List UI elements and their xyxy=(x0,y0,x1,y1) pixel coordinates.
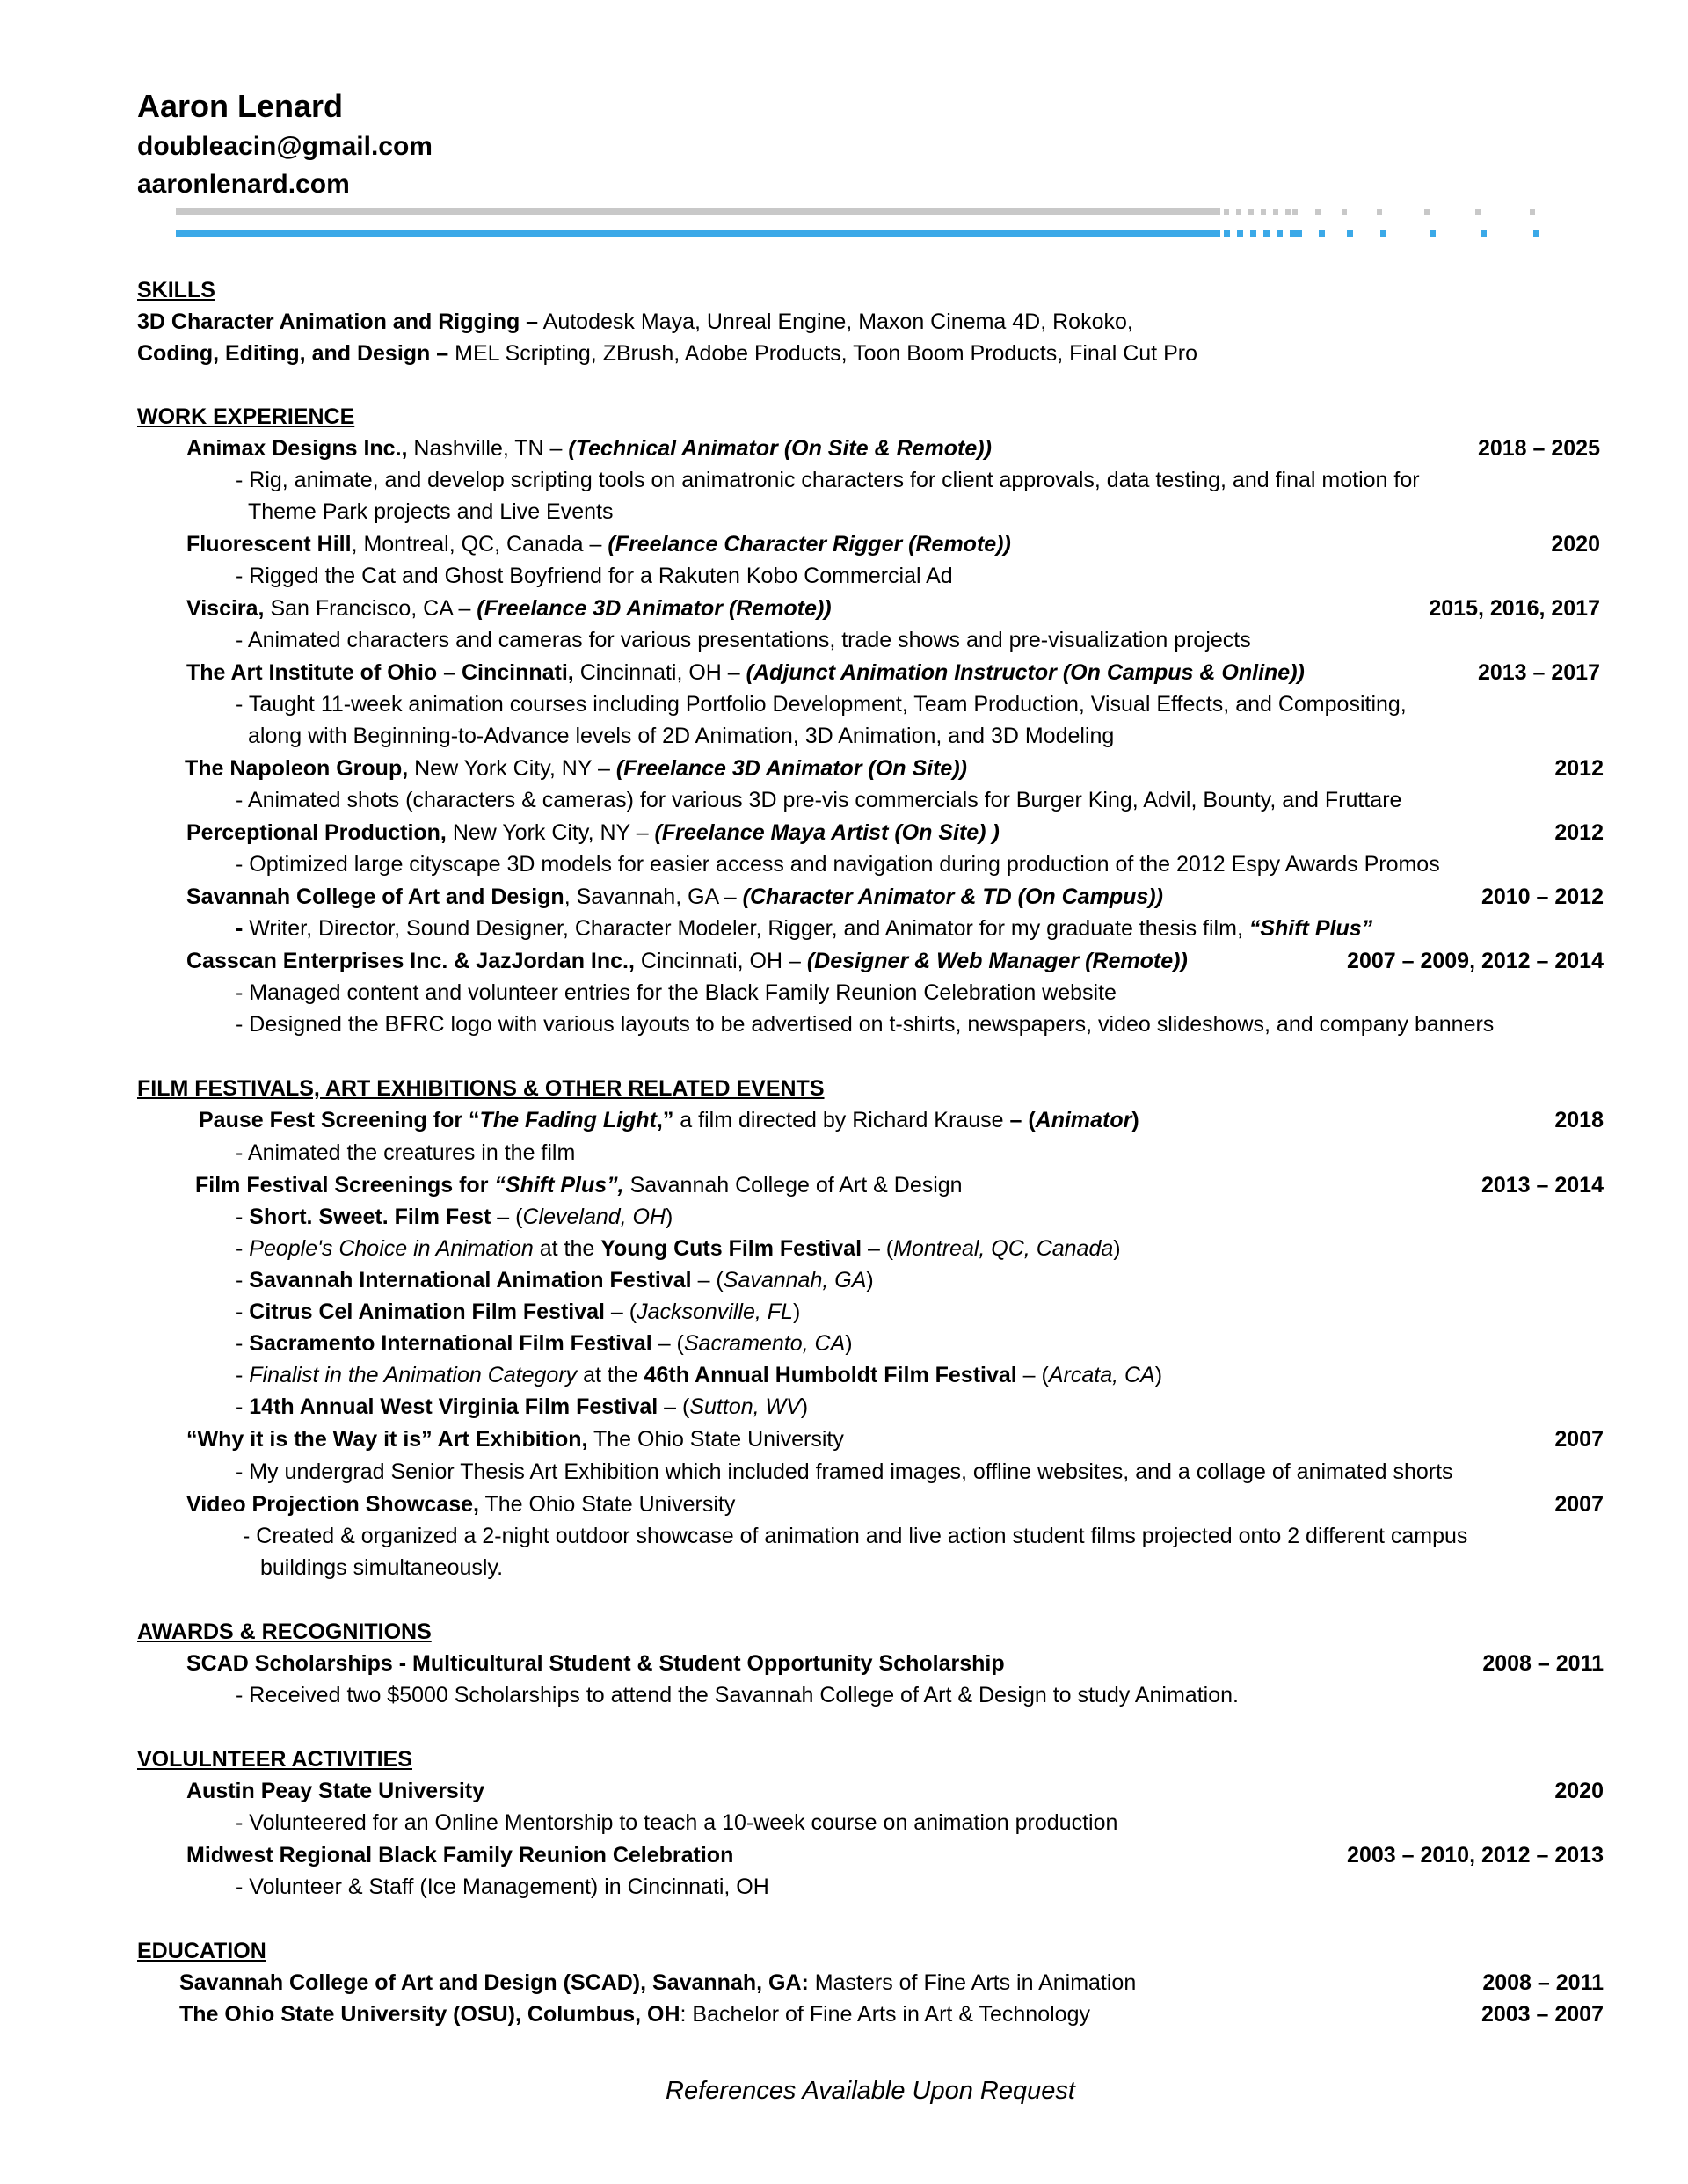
bullet-dash: - xyxy=(236,1394,250,1419)
festivals-heading: FILM FESTIVALS, ART EXHIBITIONS & OTHER RELATED EVENTS xyxy=(137,1076,825,1101)
bullet-dash: - xyxy=(236,1331,250,1356)
job-company: The Art Institute of Ohio – Cincinnati, xyxy=(186,660,574,685)
volunteer-org: Midwest Regional Black Family Reunion Celebration xyxy=(186,1843,734,1867)
bullet-sep: ) xyxy=(1113,1236,1121,1261)
bullet-sep: ) xyxy=(866,1268,874,1292)
job-bullet: - Rig, animate, and develop scripting tools on animatronic characters for client approvals, data testing, and final motion for xyxy=(236,468,1420,492)
job-years: 2018 – 2025 xyxy=(1477,436,1600,461)
festival-title-line xyxy=(195,1173,963,1198)
festival-name: Short. Sweet. Film Fest xyxy=(249,1205,491,1229)
job-bullet: - Designed the BFRC logo with various layouts to be advertised on t-shirts, newspapers, video slideshows, and company banners xyxy=(236,1012,1495,1037)
festival-place: Montreal, QC, Canada xyxy=(893,1236,1114,1261)
exhibition-title: “Why it is the Way it is” Art Exhibition, xyxy=(186,1427,588,1452)
job-role: (Freelance Maya Artist (On Site) ) xyxy=(654,820,1000,845)
skills-row xyxy=(137,309,1133,335)
skill-text: Autodesk Maya, Unreal Engine, Maxon Cinema 4D, Rokoko, xyxy=(538,309,1133,334)
job-role: (Technical Animator (On Site & Remote)) xyxy=(568,436,992,461)
screening-item xyxy=(236,1331,853,1357)
festival-years: 2018 xyxy=(1554,1108,1604,1132)
header-dots-blue xyxy=(1224,230,1296,237)
job-location: Cincinnati, OH – xyxy=(573,660,746,685)
job-location: , Montreal, QC, Canada – xyxy=(351,532,608,557)
award-name: People's Choice in Animation xyxy=(249,1236,534,1261)
bullet-sep: – ( xyxy=(658,1394,690,1419)
job-bullet xyxy=(236,916,1372,942)
bullet-dash: - xyxy=(236,1236,250,1261)
volunteer-bullet: - Volunteer & Staff (Ice Management) in Cincinnati, OH xyxy=(236,1875,769,1899)
festival-desc: a film directed by Richard Krause xyxy=(673,1108,1010,1132)
job-title-line xyxy=(185,756,967,782)
festival-name: 46th Annual Humboldt Film Festival xyxy=(644,1363,1017,1387)
job-title-line xyxy=(186,596,832,622)
screening-item xyxy=(236,1205,673,1230)
job-title-line xyxy=(186,885,1163,910)
bullet-dash: - xyxy=(236,1299,250,1324)
volunteer-years: 2020 xyxy=(1554,1779,1604,1803)
job-location: Nashville, TN – xyxy=(407,436,569,461)
job-role: (Freelance 3D Animator (Remote)) xyxy=(477,596,832,621)
job-company: Fluorescent Hill xyxy=(186,532,352,557)
bullet-sep: ) xyxy=(1154,1363,1163,1387)
education-item xyxy=(179,2002,1090,2027)
exhibition-title-line xyxy=(186,1427,844,1452)
job-years: 2012 xyxy=(1554,820,1604,845)
education-years: 2008 – 2011 xyxy=(1482,1970,1604,1995)
job-company: Perceptional Production, xyxy=(186,820,447,845)
skill-label: 3D Character Animation and Rigging – xyxy=(137,309,539,334)
bullet-dash: - xyxy=(236,1205,250,1229)
job-company: Savannah College of Art and Design xyxy=(186,885,564,909)
festival-place: Sacramento, CA xyxy=(683,1331,846,1356)
job-location: , Savannah, GA – xyxy=(564,885,743,909)
bullet-text: Writer, Director, Sound Designer, Character Modeler, Rigger, and Animator for my graduate thesis film, xyxy=(249,916,1249,941)
bullet-sep: – ( xyxy=(491,1205,523,1229)
film-title: “Shift Plus” xyxy=(1248,916,1373,941)
job-title-line xyxy=(186,532,1011,557)
job-years: 2007 – 2009, 2012 – 2014 xyxy=(1347,949,1604,973)
education-degree: : Bachelor of Fine Arts in Art & Technology xyxy=(680,2002,1090,2027)
skill-label: Coding, Editing, and Design – xyxy=(137,341,449,366)
job-title-line xyxy=(186,660,1305,686)
festival-punct: – ( xyxy=(1009,1108,1036,1132)
festival-name: Savannah International Animation Festival xyxy=(249,1268,692,1292)
festival-name: 14th Annual West Virginia Film Festival xyxy=(249,1394,658,1419)
screening-item xyxy=(236,1299,800,1325)
job-years: 2012 xyxy=(1554,756,1604,781)
job-bullet: - Rigged the Cat and Ghost Boyfriend for a Rakuten Kobo Commercial Ad xyxy=(236,564,953,588)
exhibition-bullet: - My undergrad Senior Thesis Art Exhibition which included framed images, offline websites, and a collage of animated shorts xyxy=(236,1460,1453,1484)
bullet-sep: at the xyxy=(533,1236,601,1261)
job-years: 2010 – 2012 xyxy=(1481,885,1604,909)
references-note: References Available Upon Request xyxy=(666,2077,1075,2105)
work-heading: WORK EXPERIENCE xyxy=(137,404,355,429)
job-years: 2020 xyxy=(1551,532,1600,557)
job-bullet: - Optimized large cityscape 3D models for easier access and navigation during production of the 2012 Espy Awards Promos xyxy=(236,852,1440,877)
job-role: (Character Animator & TD (On Campus)) xyxy=(742,885,1163,909)
education-item xyxy=(179,1970,1136,1996)
bullet-sep: ) xyxy=(792,1299,801,1324)
volunteer-years: 2003 – 2010, 2012 – 2013 xyxy=(1347,1843,1604,1867)
job-role: (Designer & Web Manager (Remote)) xyxy=(806,949,1188,973)
job-role: (Freelance Character Rigger (Remote)) xyxy=(608,532,1011,557)
job-location: San Francisco, CA – xyxy=(264,596,477,621)
skills-row xyxy=(137,341,1197,367)
header-dots-gray xyxy=(1224,209,1291,215)
festival-title-line xyxy=(199,1108,1139,1133)
bullet-sep: – ( xyxy=(604,1299,637,1324)
film-title: The Fading Light xyxy=(479,1108,657,1132)
bullet-sep: – ( xyxy=(691,1268,724,1292)
festival-name: Young Cuts Film Festival xyxy=(600,1236,862,1261)
screening-item xyxy=(236,1236,1121,1262)
festival-role: Animator xyxy=(1035,1108,1132,1132)
job-company: Casscan Enterprises Inc. & JazJordan Inc., xyxy=(186,949,635,973)
festival-label: Film Festival Screenings for xyxy=(195,1173,495,1198)
job-years: 2015, 2016, 2017 xyxy=(1429,596,1600,621)
festival-name: Citrus Cel Animation Film Festival xyxy=(249,1299,605,1324)
job-location: Cincinnati, OH – xyxy=(634,949,807,973)
job-bullet: - Animated characters and cameras for various presentations, trade shows and pre-visualization projects xyxy=(236,628,1251,652)
screening-item xyxy=(236,1363,1162,1388)
bullet-dash: - xyxy=(236,916,250,941)
bullet-sep: ) xyxy=(845,1331,853,1356)
job-bullet: Theme Park projects and Live Events xyxy=(248,499,614,524)
header-rule-blue xyxy=(176,230,1220,237)
award-title: SCAD Scholarships - Multicultural Student & Student Opportunity Scholarship xyxy=(186,1651,1005,1676)
film-title: “Shift Plus”, xyxy=(494,1173,624,1198)
job-bullet: - Animated shots (characters & cameras) for various 3D pre-vis commercials for Burger King, Advil, Bounty, and Fruttare xyxy=(236,788,1402,812)
bullet-sep: – ( xyxy=(1016,1363,1049,1387)
job-bullet: - Taught 11-week animation courses including Portfolio Development, Team Production, Visual Effects, and Compositing, xyxy=(236,692,1407,717)
job-bullet: along with Beginning-to-Advance levels of 2D Animation, 3D Animation, and 3D Modeling xyxy=(248,724,1115,748)
festival-years: 2013 – 2014 xyxy=(1481,1173,1604,1198)
festival-desc: Savannah College of Art & Design xyxy=(623,1173,963,1198)
bullet-sep: ) xyxy=(666,1205,673,1229)
bullet-sep: at the xyxy=(577,1363,644,1387)
festival-punct: ,” xyxy=(656,1108,674,1132)
applicant-name: Aaron Lenard xyxy=(137,88,344,124)
job-title-line xyxy=(186,820,1000,846)
festival-bullet: - Animated the creatures in the film xyxy=(236,1140,576,1165)
festival-label: Pause Fest Screening for “ xyxy=(199,1108,480,1132)
job-location: New York City, NY – xyxy=(408,756,616,781)
festival-place: Savannah, GA xyxy=(723,1268,867,1292)
exhibition-years: 2007 xyxy=(1554,1492,1604,1517)
job-role: (Freelance 3D Animator (On Site)) xyxy=(615,756,967,781)
screening-item xyxy=(236,1394,808,1420)
job-bullet: - Managed content and volunteer entries for the Black Family Reunion Celebration website xyxy=(236,980,1117,1005)
header-rule-gray xyxy=(176,208,1220,215)
job-company: Animax Designs Inc., xyxy=(186,436,408,461)
exhibition-bullet: buildings simultaneously. xyxy=(260,1555,504,1580)
exhibition-place: The Ohio State University xyxy=(478,1492,736,1517)
email-address[interactable]: doubleacin@gmail.com xyxy=(137,132,433,161)
award-name: Finalist in the Animation Category xyxy=(249,1363,578,1387)
skills-heading: SKILLS xyxy=(137,278,215,302)
bullet-sep: – ( xyxy=(862,1236,894,1261)
award-bullet: - Received two $5000 Scholarships to attend the Savannah College of Art & Design to study Animation. xyxy=(236,1683,1239,1707)
volunteer-org: Austin Peay State University xyxy=(186,1779,485,1803)
job-company: Viscira, xyxy=(186,596,265,621)
screening-item xyxy=(236,1268,874,1293)
education-school: The Ohio State University (OSU), Columbus, OH xyxy=(179,2002,680,2027)
job-location: New York City, NY – xyxy=(446,820,655,845)
skill-text: MEL Scripting, ZBrush, Adobe Products, Toon Boom Products, Final Cut Pro xyxy=(448,341,1197,366)
awards-heading: AWARDS & RECOGNITIONS xyxy=(137,1620,432,1644)
festival-place: Arcata, CA xyxy=(1048,1363,1155,1387)
exhibition-title-line xyxy=(186,1492,735,1518)
festival-place: Cleveland, OH xyxy=(522,1205,666,1229)
festival-place: Jacksonville, FL xyxy=(637,1299,793,1324)
exhibition-years: 2007 xyxy=(1554,1427,1604,1452)
education-school: Savannah College of Art and Design (SCAD), Savannah, GA: xyxy=(179,1970,809,1995)
job-years: 2013 – 2017 xyxy=(1477,660,1600,685)
job-role: (Adjunct Animation Instructor (On Campus & Online)) xyxy=(746,660,1305,685)
exhibition-place: The Ohio State University xyxy=(587,1427,844,1452)
bullet-dash: - xyxy=(236,1268,250,1292)
exhibition-title: Video Projection Showcase, xyxy=(186,1492,479,1517)
job-company: The Napoleon Group, xyxy=(185,756,409,781)
festival-name: Sacramento International Film Festival xyxy=(249,1331,652,1356)
festival-place: Sutton, WV xyxy=(689,1394,801,1419)
job-title-line xyxy=(186,949,1188,974)
education-heading: EDUCATION xyxy=(137,1939,266,1963)
volunteer-heading: VOLULNTEER ACTIVITIES xyxy=(137,1747,412,1772)
bullet-dash: - xyxy=(236,1363,250,1387)
job-title-line xyxy=(186,436,992,462)
exhibition-bullet: - Created & organized a 2-night outdoor showcase of animation and live action student films projected onto 2 different campus xyxy=(243,1524,1468,1548)
education-degree: Masters of Fine Arts in Animation xyxy=(808,1970,1137,1995)
award-years: 2008 – 2011 xyxy=(1482,1651,1604,1676)
volunteer-bullet: - Volunteered for an Online Mentorship to teach a 10-week course on animation production xyxy=(236,1810,1118,1835)
bullet-sep: ) xyxy=(800,1394,809,1419)
website-link[interactable]: aaronlenard.com xyxy=(137,170,350,199)
festival-punct: ) xyxy=(1131,1108,1139,1132)
education-years: 2003 – 2007 xyxy=(1481,2002,1604,2027)
bullet-sep: – ( xyxy=(651,1331,684,1356)
